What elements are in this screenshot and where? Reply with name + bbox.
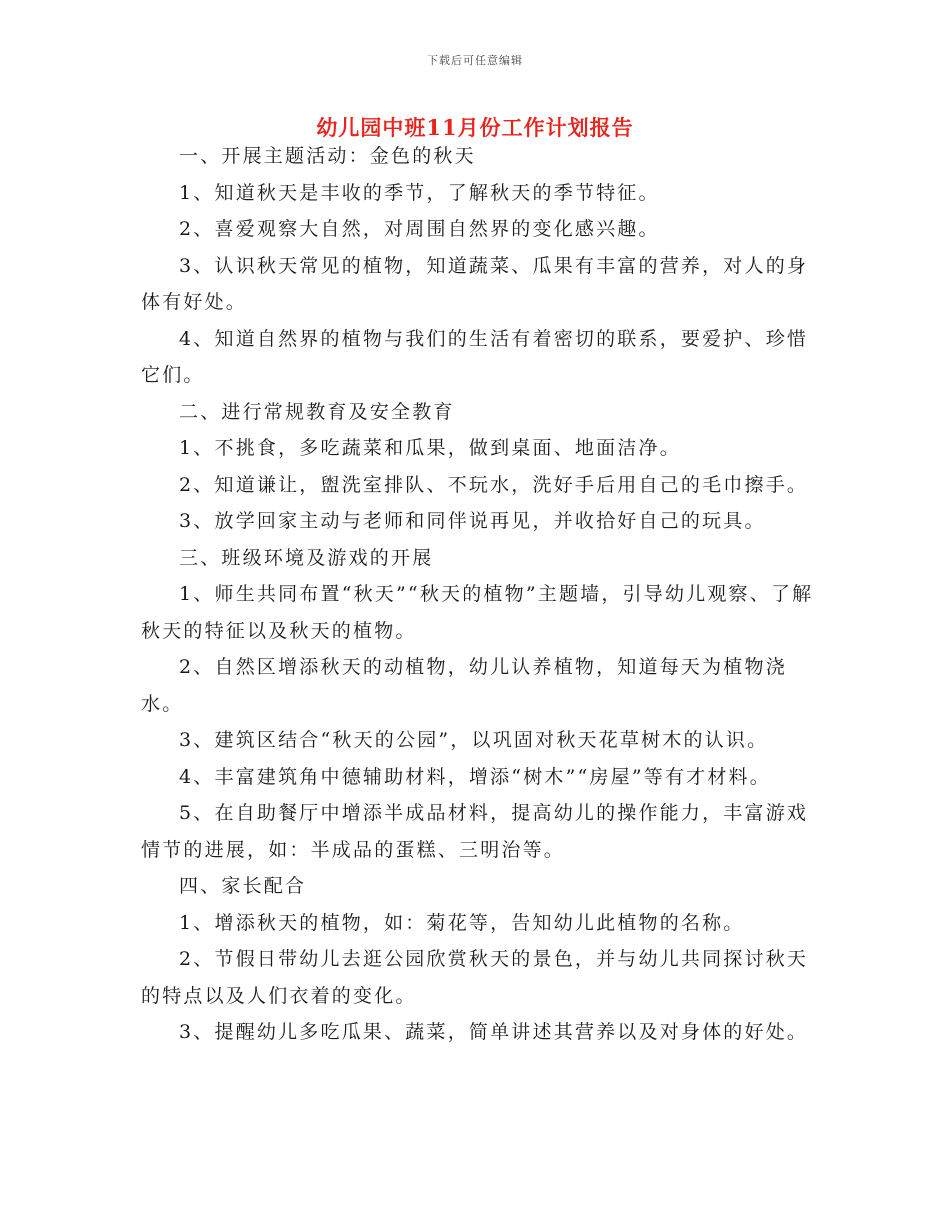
paragraph-1-4: 4、知道自然界的植物与我们的生活有着密切的联系，要爱护、珍惜它们。 <box>141 327 809 386</box>
paragraph-3-4: 4、丰富建筑角中德辅助材料，增添“树木”“房屋”等有才材料。 <box>179 765 771 788</box>
paragraph-4-2: 2、节假日带幼儿去逛公园欣赏秋天的景色，并与幼儿共同探讨秋天的特点以及人们衣着的变化。 <box>141 948 809 1007</box>
paragraph-4-3: 3、提醒幼儿多吃瓜果、蔬菜，简单讲述其营养以及对身体的好处。 <box>179 1021 809 1043</box>
paragraph-3-1: 1、师生共同布置“秋天”“秋天的植物”主题墙，引导幼儿观察、了解秋天的特征以及秋天的植物。 <box>141 583 814 642</box>
paragraph-4-1: 1、增添秋天的植物，如：菊花等，告知幼儿此植物的名称。 <box>179 911 745 934</box>
section-heading-4: 四、家长配合 <box>179 875 307 897</box>
paragraph-3-3: 3、建筑区结合“秋天的公园”，以巩固对秋天花草树木的认识。 <box>179 729 769 751</box>
document-body <box>141 138 821 1051</box>
paragraph-3-2: 2、自然区增添秋天的动植物，幼儿认养植物，知道每天为植物浇水。 <box>141 656 787 715</box>
paragraph-1-2: 2、喜爱观察大自然，对周围自然界的变化感兴趣。 <box>179 218 660 240</box>
section-heading-1: 一、开展主题活动：金色的秋天 <box>179 145 476 167</box>
paragraph-3-5: 5、在自助餐厅中增添半成品材料，提高幼儿的操作能力，丰富游戏情节的进展，如：半成品的蛋糕、三明治等。 <box>141 802 809 861</box>
paragraph-2-2: 2、知道谦让，盥洗室排队、不玩水，洗好手后用自己的毛巾擦手。 <box>179 473 809 496</box>
paragraph-1-1: 1、知道秋天是丰收的季节，了解秋天的季节特征。 <box>179 181 660 204</box>
paragraph-2-1: 1、不挑食，多吃蔬菜和瓜果，做到桌面、地面洁净。 <box>179 437 681 459</box>
section-heading-3: 三、班级环境及游戏的开展 <box>179 546 434 569</box>
paragraph-1-3: 3、认识秋天常见的植物，知道蔬菜、瓜果有丰富的营养，对人的身体有好处。 <box>141 254 809 313</box>
document-title: 幼儿园中班11月份工作计划报告 <box>316 115 634 140</box>
page-header: 下载后可任意编辑 <box>427 54 523 67</box>
paragraph-2-3: 3、放学回家主动与老师和同伴说再见，并收拾好自己的玩具。 <box>179 510 766 532</box>
section-heading-2: 二、进行常规教育及安全教育 <box>179 400 455 423</box>
